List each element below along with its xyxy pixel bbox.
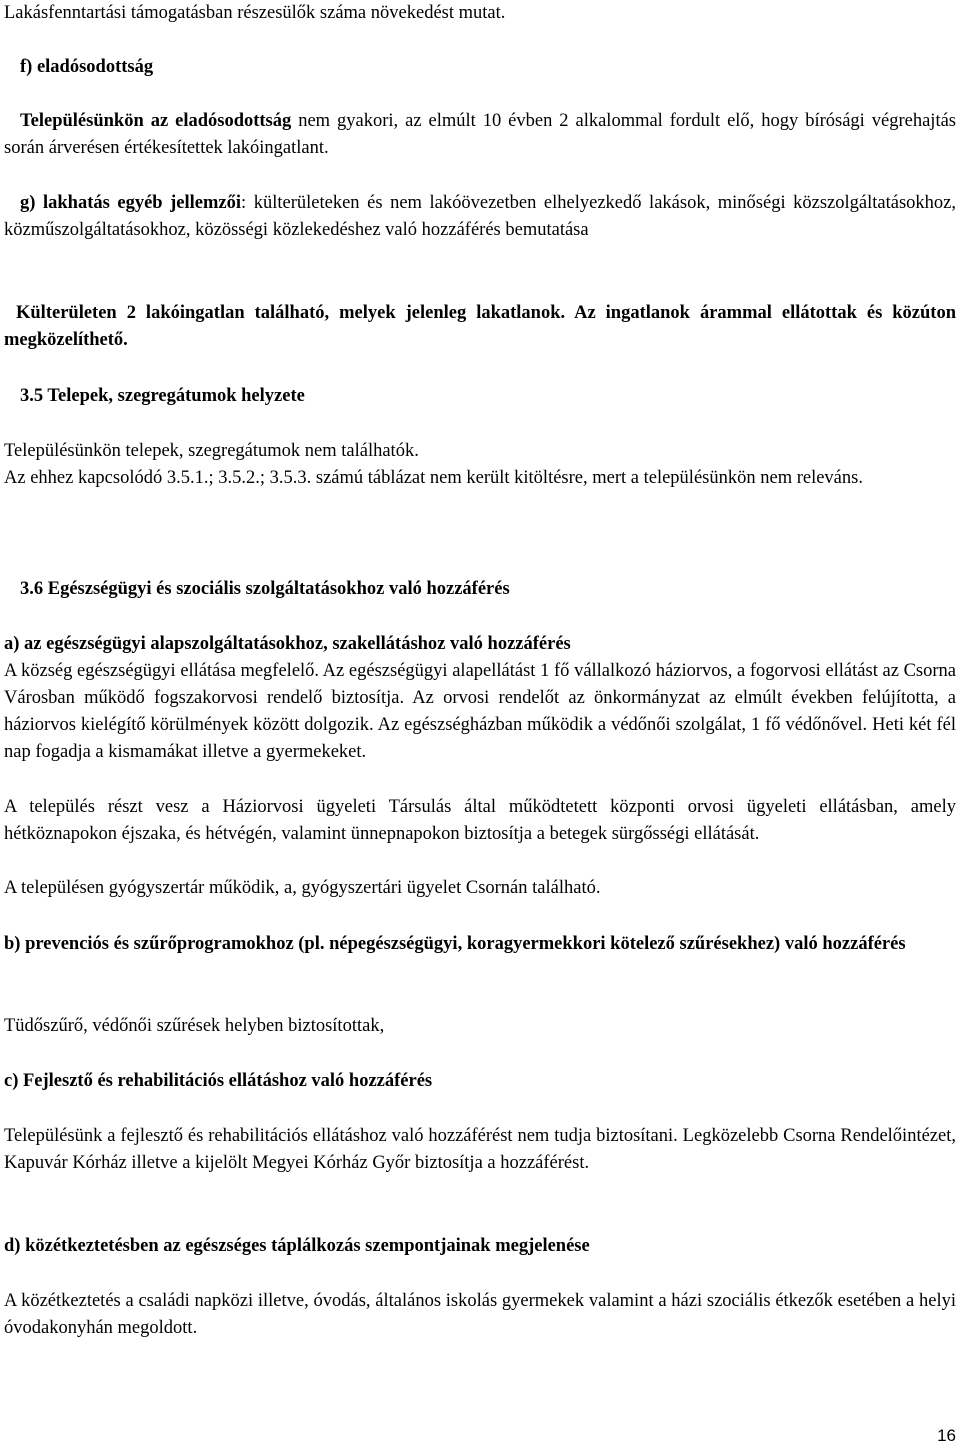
c-heading: c) Fejlesztő és rehabilitációs ellátáshoz való hozzáférés	[4, 1071, 433, 1091]
d-heading: d) közétkeztetésben az egészséges táplálkozás szempontjainak megjelenése	[4, 1236, 590, 1256]
a-heading: a) az egészségügyi alapszolgáltatásokhoz, szakellátáshoz való hozzáférés	[4, 634, 571, 654]
b-heading: b) prevenciós és szűrőprogramokhoz (pl. népegészségügyi, koragyermekkori kötelező szűrésekhez) való hozzáférés	[4, 934, 906, 954]
f-paragraph-bold: Településünkön az eladósodottság	[20, 111, 292, 131]
d-paragraph: A közétkeztetés a családi napközi illetve, óvodás, általános iskolás gyermekek valamint a házi szociális étkezők esetében a helyi óvodakonyhán megoldott.	[4, 1291, 956, 1338]
f-heading: f) eladósodottság	[20, 57, 154, 77]
g-paragraph	[4, 190, 956, 244]
page-number: 16	[937, 1426, 956, 1445]
c-paragraph: Településünk a fejlesztő és rehabilitációs ellátáshoz való hozzáférést nem tudja biztosítani. Legközelebb Csorna Rendelőintézet, Kapuvár Kórház illetve a kijelölt Megyei Kórház Győr biztosítja a hozzáférést.	[4, 1126, 956, 1173]
section-3-5-line1: Településünkön telepek, szegregátumok nem találhatók.	[4, 441, 419, 461]
g-text: Külterületen 2 lakóingatlan található, melyek jelenleg lakatlanok. Az ingatlanok árammal ellátottak és közúton megközelíthető.	[4, 303, 956, 350]
b-text: Tüdőszűrő, védőnői szűrések helyben biztosítottak,	[4, 1016, 385, 1036]
intro-text: Lakásfenntartási támogatásban részesülők száma növekedést mutat.	[4, 3, 506, 23]
a-paragraph-3: A településen gyógyszertár működik, a, gyógyszertári ügyelet Csornán található.	[4, 878, 601, 898]
f-paragraph-rest: nem gyakori, az elmúlt 10 évben 2 alkalommal fordult elő, hogy bírósági végrehajtás során árverésen értékesítettek lakóingatlant.	[4, 111, 956, 158]
f-paragraph	[4, 108, 956, 162]
section-3-5-line2: Az ehhez kapcsolódó 3.5.1.; 3.5.2.; 3.5.3. számú táblázat nem került kitöltésre, mert a településünkön nem releváns.	[4, 468, 863, 488]
g-heading: g) lakhatás egyéb jellemzői	[20, 193, 242, 213]
a-paragraph-2: A település részt vesz a Háziorvosi ügyeleti Társulás által működtetett központi orvosi ügyeleti ellátásban, amely hétköznapokon éjszaka, és hétvégén, valamint ünnepnapokon biztosítja a betegek sürgősségi ellátását.	[4, 797, 956, 844]
g-heading-rest: : külterületeken és nem lakóövezetben elhelyezkedő lakások, minőségi közszolgáltatásokhoz, közműszolgáltatásokhoz, közösségi közlekedéshez való hozzáférés bemutatása	[4, 193, 956, 240]
a-paragraph: A község egészségügyi ellátása megfelelő. Az egészségügyi alapellátást 1 fő vállalkozó háziorvos, a fogorvosi ellátást az Csorna Városban működő fogszakorvosi rendelő biztosítja. Az orvosi rendelőt az önkormányzat az elmúlt években felújította, a háziorvos kielégítő körülmények között dolgozik. Az egészségházban működik a védőnői szolgálat, 1 fő védőnővel. Heti két fél nap fogadja a kismamákat illetve a gyermekeket.	[4, 661, 956, 762]
section-3-6-heading: 3.6 Egészségügyi és szociális szolgáltatásokhoz való hozzáférés	[20, 579, 510, 599]
section-3-5-heading: 3.5 Telepek, szegregátumok helyzete	[20, 386, 305, 406]
